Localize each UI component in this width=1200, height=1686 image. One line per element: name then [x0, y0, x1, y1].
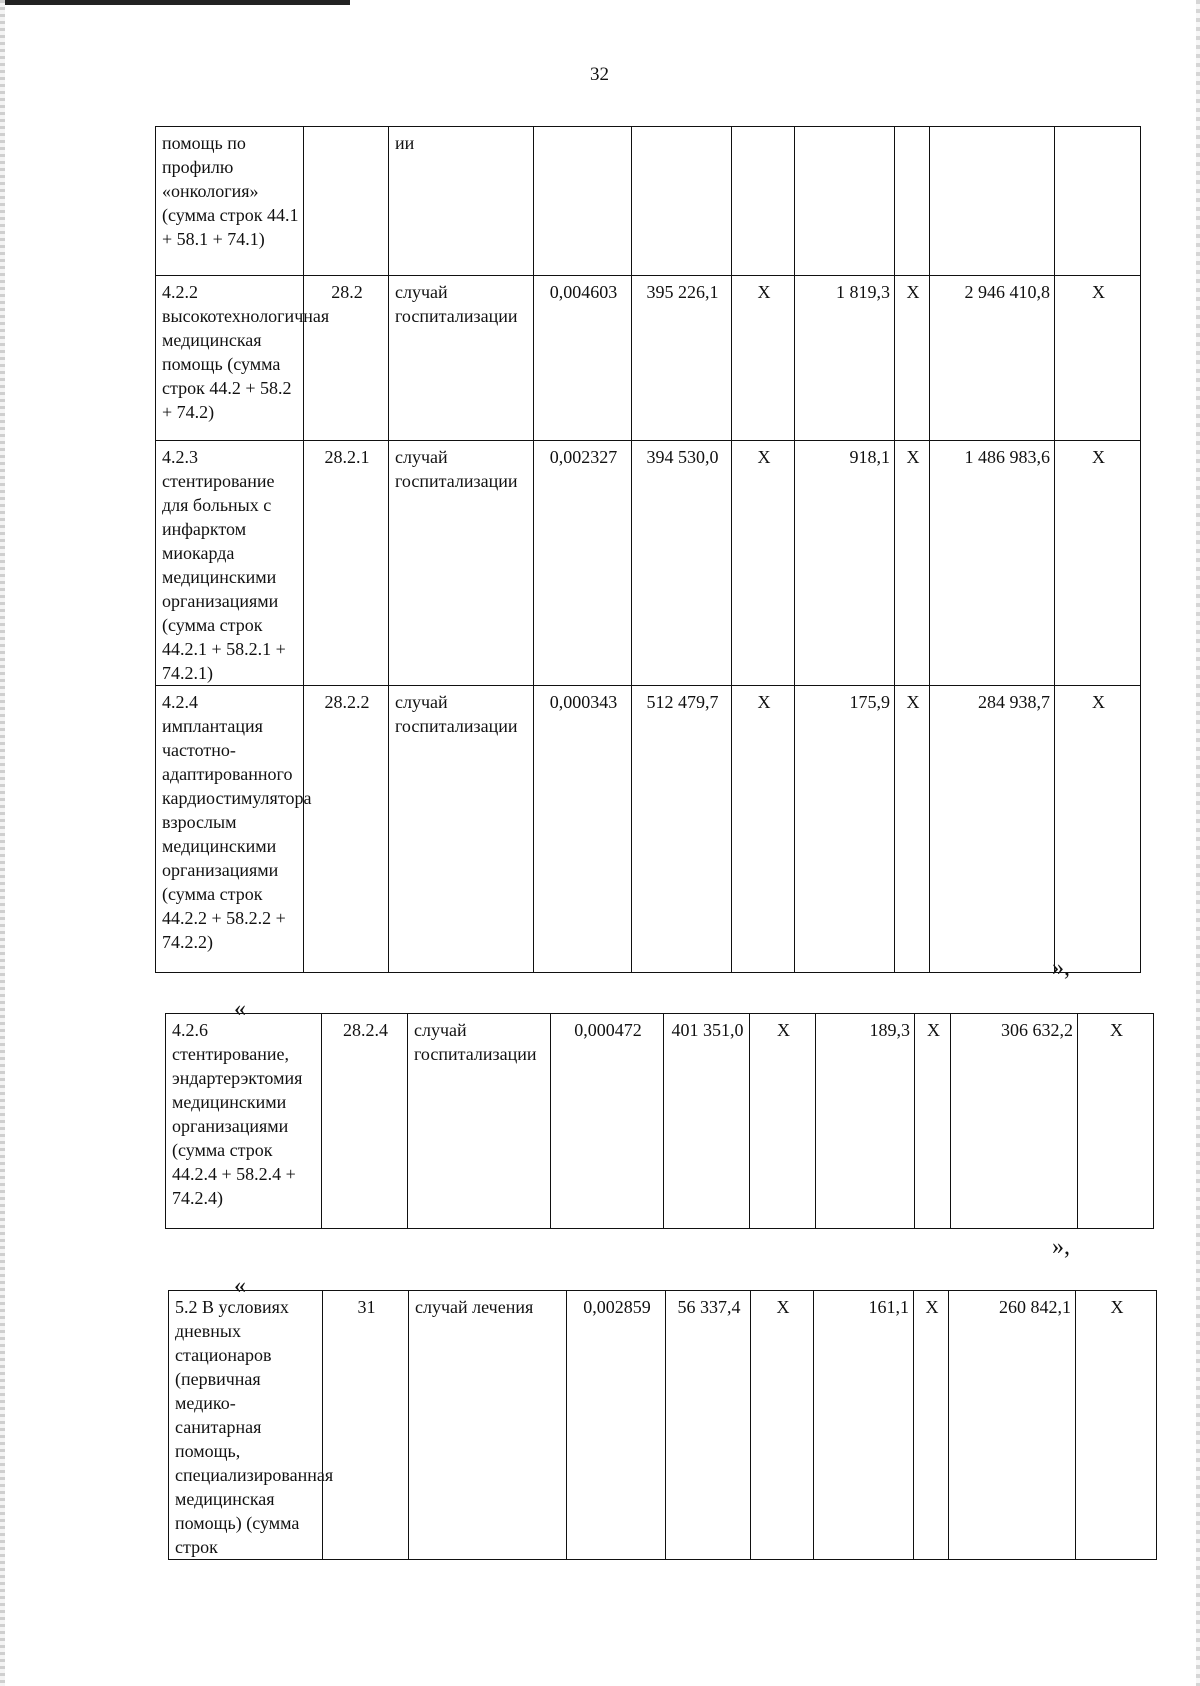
- table-row: [156, 276, 1141, 441]
- cell-norm: [534, 127, 632, 276]
- cell-unit: случай госпитализации: [408, 1014, 551, 1229]
- table-row: [156, 441, 1141, 686]
- cell-x3: X: [1055, 276, 1141, 441]
- cell-name: 4.2.6 стентирование, эндартерэктомия медицинскими организациями (сумма строк 44.2.4 + 58.2.4 + 74.2.4): [166, 1014, 322, 1229]
- cell-norm: 0,000343: [534, 686, 632, 973]
- page-number: 32: [590, 64, 609, 85]
- cell-unit: случай госпитализации: [389, 441, 534, 686]
- cell-x1: X: [732, 276, 795, 441]
- cell-x1: [732, 127, 795, 276]
- cell-sum1: [795, 127, 895, 276]
- cell-x3: X: [1076, 1291, 1157, 1560]
- cell-unit: случай госпитализации: [389, 686, 534, 973]
- cell-cost: 395 226,1: [632, 276, 732, 441]
- cell-x2: X: [895, 441, 930, 686]
- cell-cost: 401 351,0: [664, 1014, 750, 1229]
- cell-cost: 512 479,7: [632, 686, 732, 973]
- opening-quote: «: [234, 996, 246, 1022]
- cell-x1: X: [750, 1014, 816, 1229]
- cell-cost: [632, 127, 732, 276]
- cell-x2: X: [914, 1291, 949, 1560]
- cell-line: [304, 127, 389, 276]
- cell-sum1: 161,1: [814, 1291, 914, 1560]
- cell-x3: X: [1055, 686, 1141, 973]
- cell-name: помощь по профилю «онкология» (сумма строк 44.1 + 58.1 + 74.1): [156, 127, 304, 276]
- cell-x1: X: [751, 1291, 814, 1560]
- cell-x3: [1055, 127, 1141, 276]
- scan-top-bar: [0, 0, 350, 5]
- cell-name: 4.2.2 высокотехнологичная медицинская помощь (сумма строк 44.2 + 58.2 + 74.2): [156, 276, 304, 441]
- table-row: [156, 686, 1141, 973]
- cell-x1: X: [732, 686, 795, 973]
- table-row-5-2: [168, 1290, 1157, 1560]
- cell-norm: 0,000472: [551, 1014, 664, 1229]
- cell-sum2: 260 842,1: [949, 1291, 1076, 1560]
- cell-sum1: 918,1: [795, 441, 895, 686]
- closing-quote: »,: [1052, 1234, 1070, 1260]
- cell-cost: 394 530,0: [632, 441, 732, 686]
- cell-line: 28.2.4: [322, 1014, 408, 1229]
- table-row: [156, 127, 1141, 276]
- cell-sum2: 284 938,7: [930, 686, 1055, 973]
- cell-sum2: 306 632,2: [951, 1014, 1078, 1229]
- table-row: [166, 1014, 1154, 1229]
- cell-sum2: 1 486 983,6: [930, 441, 1055, 686]
- cell-name: 4.2.3 стентирование для больных с инфарктом миокарда медицинскими организациями (сумма строк 44.2.1 + 58.2.1 + 74.2.1): [156, 441, 304, 686]
- cell-x3: X: [1055, 441, 1141, 686]
- cell-norm: 0,002859: [567, 1291, 666, 1560]
- closing-quote: »,: [1052, 955, 1070, 981]
- cell-x2: X: [895, 686, 930, 973]
- table-continuation-4-2: [155, 126, 1141, 973]
- cell-unit: ии: [389, 127, 534, 276]
- cell-unit: случай госпитализации: [389, 276, 534, 441]
- cell-sum1: 1 819,3: [795, 276, 895, 441]
- scan-right-edge: [1196, 0, 1200, 1686]
- table-row: [169, 1291, 1157, 1560]
- cell-x1: X: [732, 441, 795, 686]
- cell-norm: 0,004603: [534, 276, 632, 441]
- opening-quote: «: [234, 1273, 246, 1299]
- cell-sum1: 189,3: [816, 1014, 915, 1229]
- cell-cost: 56 337,4: [666, 1291, 751, 1560]
- cell-line: 28.2: [304, 276, 389, 441]
- cell-sum2: [930, 127, 1055, 276]
- cell-x3: X: [1078, 1014, 1154, 1229]
- cell-name: 5.2 В условиях дневных стационаров (первичная медико-санитарная помощь, специализированная медицинская помощь) (сумма строк: [169, 1291, 323, 1560]
- cell-line: 31: [323, 1291, 409, 1560]
- cell-line: 28.2.2: [304, 686, 389, 973]
- table-row-4-2-6: [165, 1013, 1154, 1229]
- cell-unit: случай лечения: [409, 1291, 567, 1560]
- cell-x2: X: [895, 276, 930, 441]
- cell-norm: 0,002327: [534, 441, 632, 686]
- cell-sum2: 2 946 410,8: [930, 276, 1055, 441]
- cell-sum1: 175,9: [795, 686, 895, 973]
- scan-left-edge: [0, 0, 5, 1686]
- cell-x2: X: [915, 1014, 951, 1229]
- cell-line: 28.2.1: [304, 441, 389, 686]
- cell-x2: [895, 127, 930, 276]
- cell-name: 4.2.4 имплантация частотно-адаптированного кардиостимулятора взрослым медицинскими организациями (сумма строк 44.2.2 + 58.2.2 + 74.2.2): [156, 686, 304, 973]
